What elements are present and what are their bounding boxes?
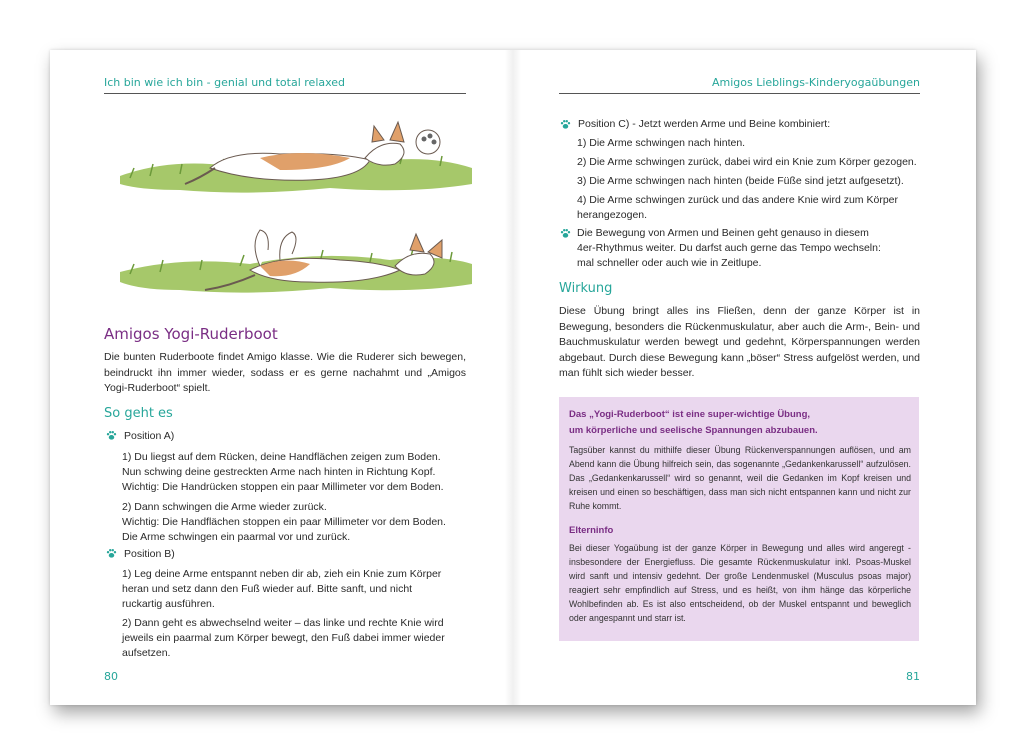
info-box-text-1: Tagsüber kannst du mithilfe dieser Übung Rückenverspannungen auflösen, und am Abend kann die Übung hilfreich sein, das sogenannte „Gedankenkarussell“ aufzulösen. Das „Gedankenkarussell“ wird so genannt, weil die Gedanken im Kopf kreisen und kreisen und einen so beschäftigen, dass man sich nicht entspannen kann und nicht zur Ruhe kommt. (569, 445, 911, 511)
position-b-label: Position B) (124, 548, 175, 560)
effect-paragraph: Diese Übung bringt alles ins Fließen, denn der ganze Körper ist in Bewegung, besonders die Rückenmuskulatur, aber auch die Arm-, Bein- und Bauchmuskulatur werden bewegt und gedehnt, Körperspannungen werden abgebaut. Durch diese Bewegung kann „böser“ Stress aufgelöst werden, und man fühlt sich wieder besser. (559, 305, 920, 379)
step-c3: 3) Die Arme schwingen nach hinten (beide Füße sind jetzt aufgesetzt). (577, 175, 904, 187)
rhythm-line-1: Die Bewegung von Armen und Beinen geht genauso in diesem (577, 227, 869, 239)
step-b1-line-2: heran und setz dann den Fuß wieder auf. Bitte sanft, und nicht (122, 583, 413, 595)
step-b1-line-3: ruckartig ausführen. (122, 598, 215, 610)
step-b2-line-3: aufsetzen. (122, 647, 171, 659)
sleeping-fox-illustration (110, 118, 480, 198)
position-c-label: Position C) - Jetzt werden Arme und Beine kombiniert: (578, 118, 831, 130)
paw-icon (560, 228, 571, 239)
paw-icon (560, 119, 571, 130)
info-box (559, 397, 919, 641)
right-running-head: Amigos Lieblings-Kinderyogaübungen (711, 76, 920, 89)
parents-info-heading: Elterninfo (569, 525, 614, 536)
page-number-left: 80 (104, 670, 118, 683)
fox-legs-up-illustration (110, 220, 480, 300)
how-to-heading: So geht es (104, 406, 173, 421)
parents-info-text: Bei dieser Yogaübung ist der ganze Körper in Bewegung und alles wird angeregt - insbesondere der Energiefluss. Die gesamte Rückenmuskulatur inkl. Psoas-Muskel wird sanft und intensiv gedehnt. Der große Lendenmuskel (Musculus psoas major) reagiert sehr empfindlich auf Stress, und es heißt, von ihm hänge das körperliche Wohlbefinden ab. Es ist also entscheidend, ob der Muskel entspannt und beweglich oder angespannt und starr ist. (569, 543, 911, 623)
step-a2-line-1: 2) Dann schwingen die Arme wieder zurück. (122, 501, 327, 513)
step-c2: 2) Die Arme schwingen zurück, dabei wird ein Knie zum Körper gezogen. (577, 156, 917, 168)
left-running-head: Ich bin wie ich bin - genial und total relaxed (104, 76, 346, 89)
left-header-rule (104, 93, 466, 94)
step-b1-line-1: 1) Leg deine Arme entspannt neben dir ab, zieh ein Knie zum Körper (122, 568, 442, 580)
position-a-label: Position A) (124, 430, 175, 442)
paw-icon (106, 430, 117, 441)
info-box-headline-2: um körperliche und seelische Spannungen abzubauen. (569, 425, 818, 436)
info-box-headline-1: Das „Yogi-Ruderboot“ ist eine super-wichtige Übung, (569, 409, 811, 420)
step-c4-line-1: 4) Die Arme schwingen zurück und das andere Knie wird zum Körper (577, 194, 898, 206)
right-header-rule (559, 93, 920, 94)
rhythm-line-2: 4er-Rhythmus weiter. Du darfst auch gerne das Tempo wechseln: (577, 242, 881, 254)
exercise-title: Amigos Yogi-Ruderboot (104, 325, 278, 343)
rhythm-line-3: mal schneller oder auch wie in Zeitlupe. (577, 257, 762, 269)
step-a1-line-3: Wichtig: Die Handrücken stoppen ein paar Millimeter vor dem Boden. (122, 481, 444, 493)
page-number-right: 81 (906, 670, 920, 683)
step-c4-line-2: herangezogen. (577, 209, 648, 221)
effect-heading: Wirkung (559, 281, 613, 296)
left-page (50, 50, 513, 705)
paw-icon (106, 548, 117, 559)
step-a1-line-1: 1) Du liegst auf dem Rücken, deine Handflächen zeigen zum Boden. (122, 451, 441, 463)
step-c1: 1) Die Arme schwingen nach hinten. (577, 137, 746, 149)
step-a2-line-2: Wichtig: Die Handflächen stoppen ein paar Millimeter vor dem Boden. (122, 516, 446, 528)
step-a1-line-2: Nun schwing deine gestreckten Arme nach hinten in Richtung Kopf. (122, 466, 436, 478)
book-spread (50, 50, 976, 705)
intro-paragraph: Die bunten Ruderboote findet Amigo klasse. Wie die Ruderer sich bewegen, beindruckt ihn immer wieder, sodass er es gerne nachahmt und „Amigos Yogi-Ruderboot“ spielt. (104, 351, 466, 394)
step-b2-line-2: jeweils ein paarmal zum Körper bewegt, den Fuß dabei immer wieder (122, 632, 445, 644)
step-a2-line-3: Die Arme schwingen ein paarmal vor und zurück. (122, 531, 351, 543)
step-b2-line-1: 2) Dann geht es abwechselnd weiter – das linke und rechte Knie wird (122, 617, 444, 629)
